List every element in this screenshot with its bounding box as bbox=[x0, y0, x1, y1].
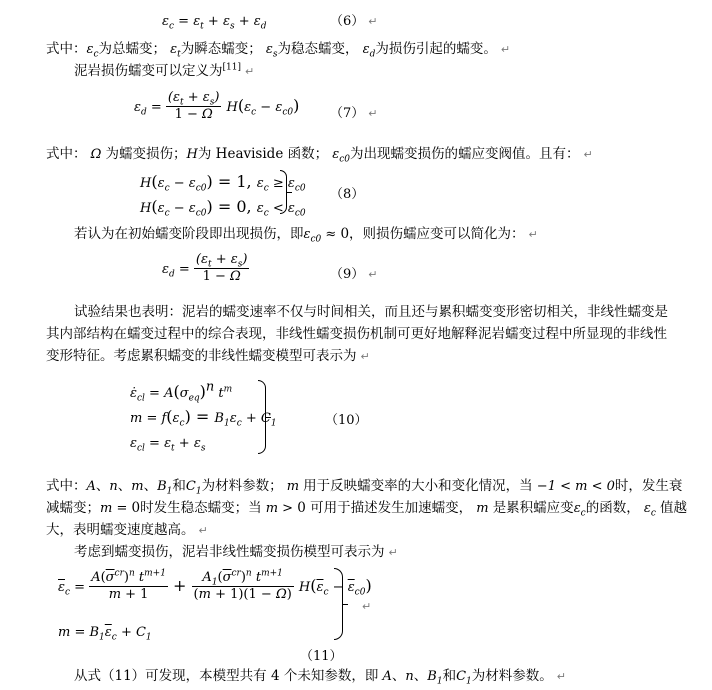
equation-11-number: （11） bbox=[300, 649, 343, 664]
equation-7-number: （7） ↵ bbox=[330, 106, 378, 121]
equation-8-brace bbox=[280, 170, 287, 214]
paragraph-test-results-line2: 其内部结构在蠕变过程中的综合表现，非线性蠕变损伤机制可更好地解释泥岩蠕变过程中所显现的非线性 bbox=[46, 326, 667, 342]
equation-6-number: （6） ↵ bbox=[330, 14, 378, 29]
paragraph-heaviside: 式中： Ω 为蠕变损伤；H为 Heaviside 函数； $\varepsilon_{c0}$为出现蠕变损伤的蠕应变阀值。且有： ↵ bbox=[46, 146, 593, 165]
paragraph-parameters-line1: 式中：A、n、m、$B_1$和$C_1$为材料参数； m 用于反映蠕变率的大小和变化情况，当 −1 < m < 0时，发生衰 bbox=[46, 478, 683, 497]
equation-11-brace bbox=[334, 568, 343, 640]
equation-9: $\varepsilon_d$ = $\frac{(\varepsilon_t + \varepsilon_s)}{1 - \Omega}$ bbox=[162, 252, 248, 284]
equation-10-number: （10） bbox=[325, 413, 368, 428]
paragraph-test-results-line3: 变形特征。考虑累积蠕变的非线性蠕变模型可表示为 ↵ bbox=[46, 348, 370, 364]
equation-10-brace bbox=[258, 380, 266, 454]
paragraph-unknown-parameters: 从式（11）可发现，本模型共有 4 个未知参数，即 A、n、$B_1$和$C_1$为材料参数。 ↵ bbox=[74, 668, 566, 687]
equation-9-number: （9） ↵ bbox=[330, 267, 378, 282]
paragraph-test-results-line1: 试验结果也表明：泥岩的蠕变速率不仅与时间相关，而且还与累积蠕变变形密切相关，非线性蠕变是 bbox=[74, 304, 668, 320]
paragraph-damage-creep-definition: 泥岩损伤蠕变可以定义为[11] ↵ bbox=[74, 62, 255, 79]
equation-7: $\varepsilon_d$ = $\frac{(\varepsilon_t + \varepsilon_s)}{1 - \Omega}$ $H(\varepsilon_c - \varepsilon_{c0})$ bbox=[134, 90, 300, 122]
paragraph-simplification: 若认为在初始蠕变阶段即出现损伤，即$\varepsilon_{c0} \approx 0$，则损伤蠕应变可以简化为： ↵ bbox=[74, 226, 538, 245]
paragraph-damage-model: 考虑到蠕变损伤，泥岩非线性蠕变损伤模型可表示为 ↵ bbox=[74, 544, 398, 560]
return-mark-icon: ↵ bbox=[368, 15, 378, 28]
equation-8: $H(\varepsilon_c - \varepsilon_{c0}) = 1$, $\varepsilon_c \ge \varepsilon_{c0}$ $H(\varepsilon_c - \varepsilon_{c0}) = 0$, $\varepsilon_c < \varepsilon_{c0}$ bbox=[140, 172, 306, 219]
equation-8-number: （8） bbox=[330, 187, 365, 202]
equation-11-second-line: $m = B_1\overline{\varepsilon}_c + C_1$ bbox=[58, 625, 152, 643]
equation-6: $\varepsilon_c = \varepsilon_t + \varepsilon_s + \varepsilon_d$ bbox=[162, 14, 267, 32]
equation-11: $\overline{\varepsilon}_c$ = $\frac{A(\overline{\sigma}^{cr})^n t^{m+1}}{m + 1}$ + $\frac{A_1(\overline{\sigma}^{cr})^n t^{m+1}}{(m + 1)(1 - \Omega)}$ $H(\overline{\varepsilon}_c - \overline{\varepsilon}_{c0})$ bbox=[58, 568, 372, 602]
equation-10: $\varepsiloṅ_{cl} = A(\sigma_{eq})^n$ $t^m$ $m = f(\varepsilon_c) = B_1\varepsilon_c + C_1$ $\varepsilon_{cl} = \varepsilon_t + \varepsilon_s$ bbox=[130, 379, 277, 454]
return-mark-icon: ↵ bbox=[362, 600, 372, 613]
paragraph-parameters-line3: 大，表明蠕变速度越高。 ↵ bbox=[46, 522, 208, 538]
paragraph-parameters-line2: 减蠕变；m = 0时发生稳态蠕变；当 m > 0 可用于描述发生加速蠕变， m 是累积蠕应变$\varepsilon_c$的函数， $\varepsilon_c$ 值越 bbox=[46, 500, 688, 519]
paragraph-variable-definitions: 式中：$\varepsilon_c$为总蠕变； $\varepsilon_t$为瞬态蠕变； $\varepsilon_s$为稳态蠕变， $\varepsilon_d$为损伤引起的蠕变。 ↵ bbox=[46, 41, 511, 60]
